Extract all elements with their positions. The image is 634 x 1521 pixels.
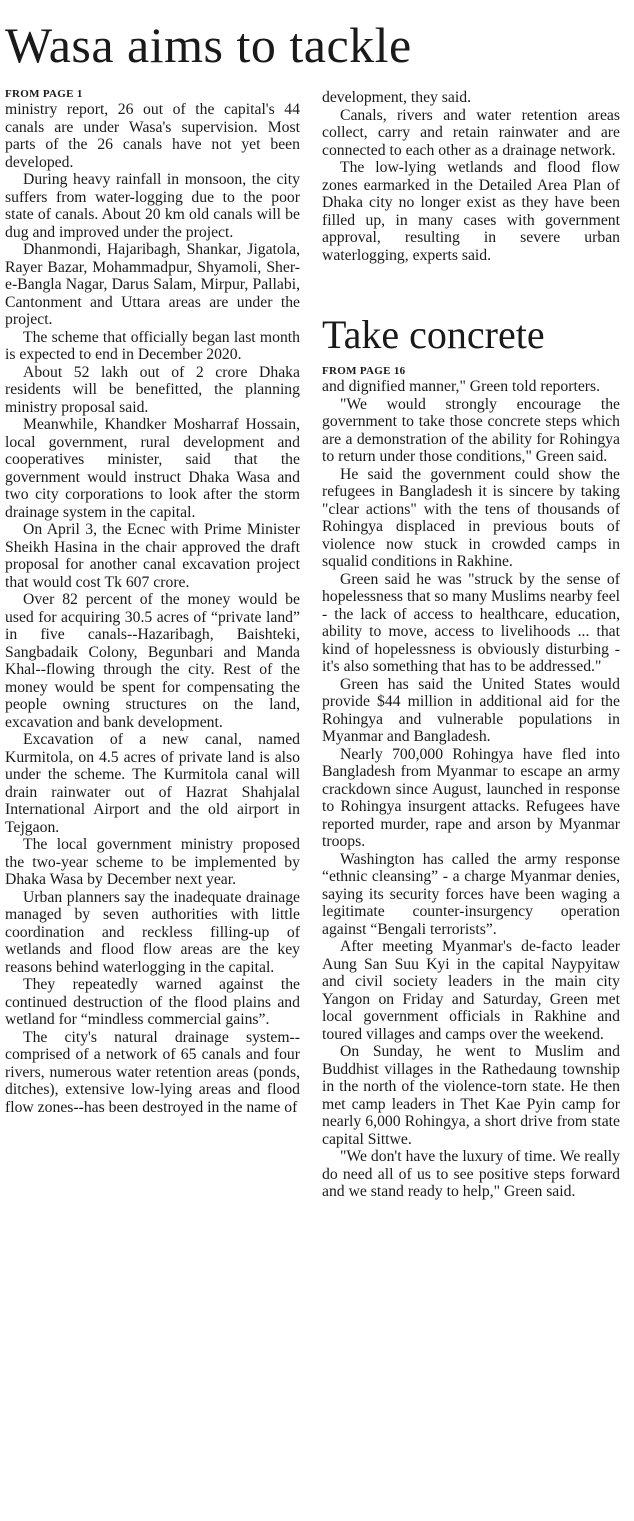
paragraph: Canals, rivers and water retention areas collect, carry and retain rainwater and are connected to each other as a drainage network. [322,106,620,159]
paragraph: Meanwhile, Khandker Mosharraf Hossain, local government, rural development and cooperatives minister, said that the government would instruct Dhaka Wasa and two city corporations to look after the storm drainage system in the capital. [5,416,300,521]
headline-take-concrete: Take concrete [322,312,545,357]
paragraph: ministry report, 26 out of the capital's 44 canals are under Wasa's supervision. Most parts of the 26 canals have not yet been developed. [5,101,300,171]
paragraph: development, they said. [322,89,471,106]
paragraph: The local government ministry proposed the two-year scheme to be implemented by Dhaka Wasa by December next year. [5,836,300,888]
article-wasa-column-1 [5,88,300,1116]
paragraph: On April 3, the Ecnec with Prime Minister Sheikh Hasina in the chair approved the draft proposal for another canal excavation project that would cost Tk 607 crore. [5,521,300,591]
jump-line-from-page-16: FROM PAGE 16 [322,365,406,377]
paragraph: During heavy rainfall in monsoon, the city suffers from water-logging due to the poor state of canals. About 20 km old canals will be dug and improved under the project. [5,171,300,241]
article-take-concrete-column [322,365,620,1201]
paragraph: They repeatedly warned against the continued destruction of the flood plains and wetland for “mindless commercial gains”. [5,976,300,1028]
paragraph: After meeting Myanmar's de-facto leader Aung San Suu Kyi in the capital Naypyitaw and civil society leaders in the main city Yangon on Friday and Saturday, Green met local government officials in Rakhine and toured villages and camps over the weekend. [322,938,620,1043]
paragraph: He said the government could show the refugees in Bangladesh it is sincere by taking "clear actions" with the tens of thousands of Rohingya displaced in previous bouts of violence now stuck in crowded camps in squalid conditions in Rakhine. [322,465,620,570]
paragraph: and dignified manner," Green told reporters. [322,378,601,395]
paragraph: The scheme that officially began last month is expected to end in December 2020. [5,328,300,363]
paragraph: Excavation of a new canal, named Kurmitola, on 4.5 acres of private land is also under the scheme. The Kurmitola canal will drain rainwater out of Hazrat Shahjalal International Airport and the old airport in Tejgaon. [5,731,300,836]
jump-line-from-page-1: FROM PAGE 1 [5,88,83,100]
paragraph: Urban planners say the inadequate drainage managed by seven authorities with little coordination and reckless filling-up of wetlands and flood flow areas are the key reasons behind waterlogging in the capital. [5,888,300,976]
paragraph: The city's natural drainage system--comprised of a network of 65 canals and four rivers, numerous water retention areas (ponds, ditches), extensive low-lying areas and flood flow zones--has been destroyed in the name of [5,1028,300,1116]
headline-wasa: Wasa aims to tackle [5,17,412,73]
paragraph: Green has said the United States would provide $44 million in additional aid for the Rohingya and vulnerable populations in Myanmar and Bangladesh. [322,675,620,745]
paragraph: "We don't have the luxury of time. We really do need all of us to see positive steps forward and we stand ready to help," Green said. [322,1148,620,1200]
paragraph: Dhanmondi, Hajaribagh, Shankar, Jigatola, Rayer Bazar, Mohammadpur, Shyamoli, Sher-e-Bangla Nagar, Darus Salam, Mirpur, Pallabi, Cantonment and Uttara areas are under the project. [5,241,300,328]
paragraph: "We would strongly encourage the government to take those concrete steps which are a demonstration of the ability for Rohingya to return under those conditions," Green said. [322,395,620,465]
paragraph: Washington has called the army response “ethnic cleansing” - a charge Myanmar denies, saying its security forces have been waging a legitimate counter-insurgency operation against “Bengali terrorists”. [322,850,620,938]
paragraph: About 52 lakh out of 2 crore Dhaka residents will be benefitted, the planning ministry proposal said. [5,363,300,416]
paragraph: On Sunday, he went to Muslim and Buddhist villages in the Rathedaung township in the north of the violence-torn state. He then met camp leaders in Thet Kae Pyin camp for nearly 6,000 Rohingya, a short drive from state capital Sittwe. [322,1043,620,1148]
paragraph: The low-lying wetlands and flood flow zones earmarked in the Detailed Area Plan of Dhaka city no longer exist as they have been filled up, in many cases with government approval, resulting in severe urban waterlogging, experts said. [322,159,620,264]
article-wasa-column-2 [322,89,620,264]
paragraph: Nearly 700,000 Rohingya have fled into Bangladesh from Myanmar to escape an army crackdown since August, launched in response to Rohingya insurgent attacks. Refugees have reported murder, rape and arson by Myanmar troops. [322,745,620,850]
paragraph: Green said he was "struck by the sense of hopelessness that so many Muslims nearby feel - the lack of access to healthcare, education, ability to move, access to livelihoods ... that kind of hopelessness is obviously disturbing - it's also something that has to be addressed." [322,570,621,675]
paragraph: Over 82 percent of the money would be used for acquiring 30.5 acres of “private land” in five canals--Hazaribagh, Baishteki, Sangbadaik Colony, Begunbari and Manda Khal--flowing through the city. Rest of the money would be spent for compensating the people owning structures on the land, excavation and bank development. [5,591,300,731]
